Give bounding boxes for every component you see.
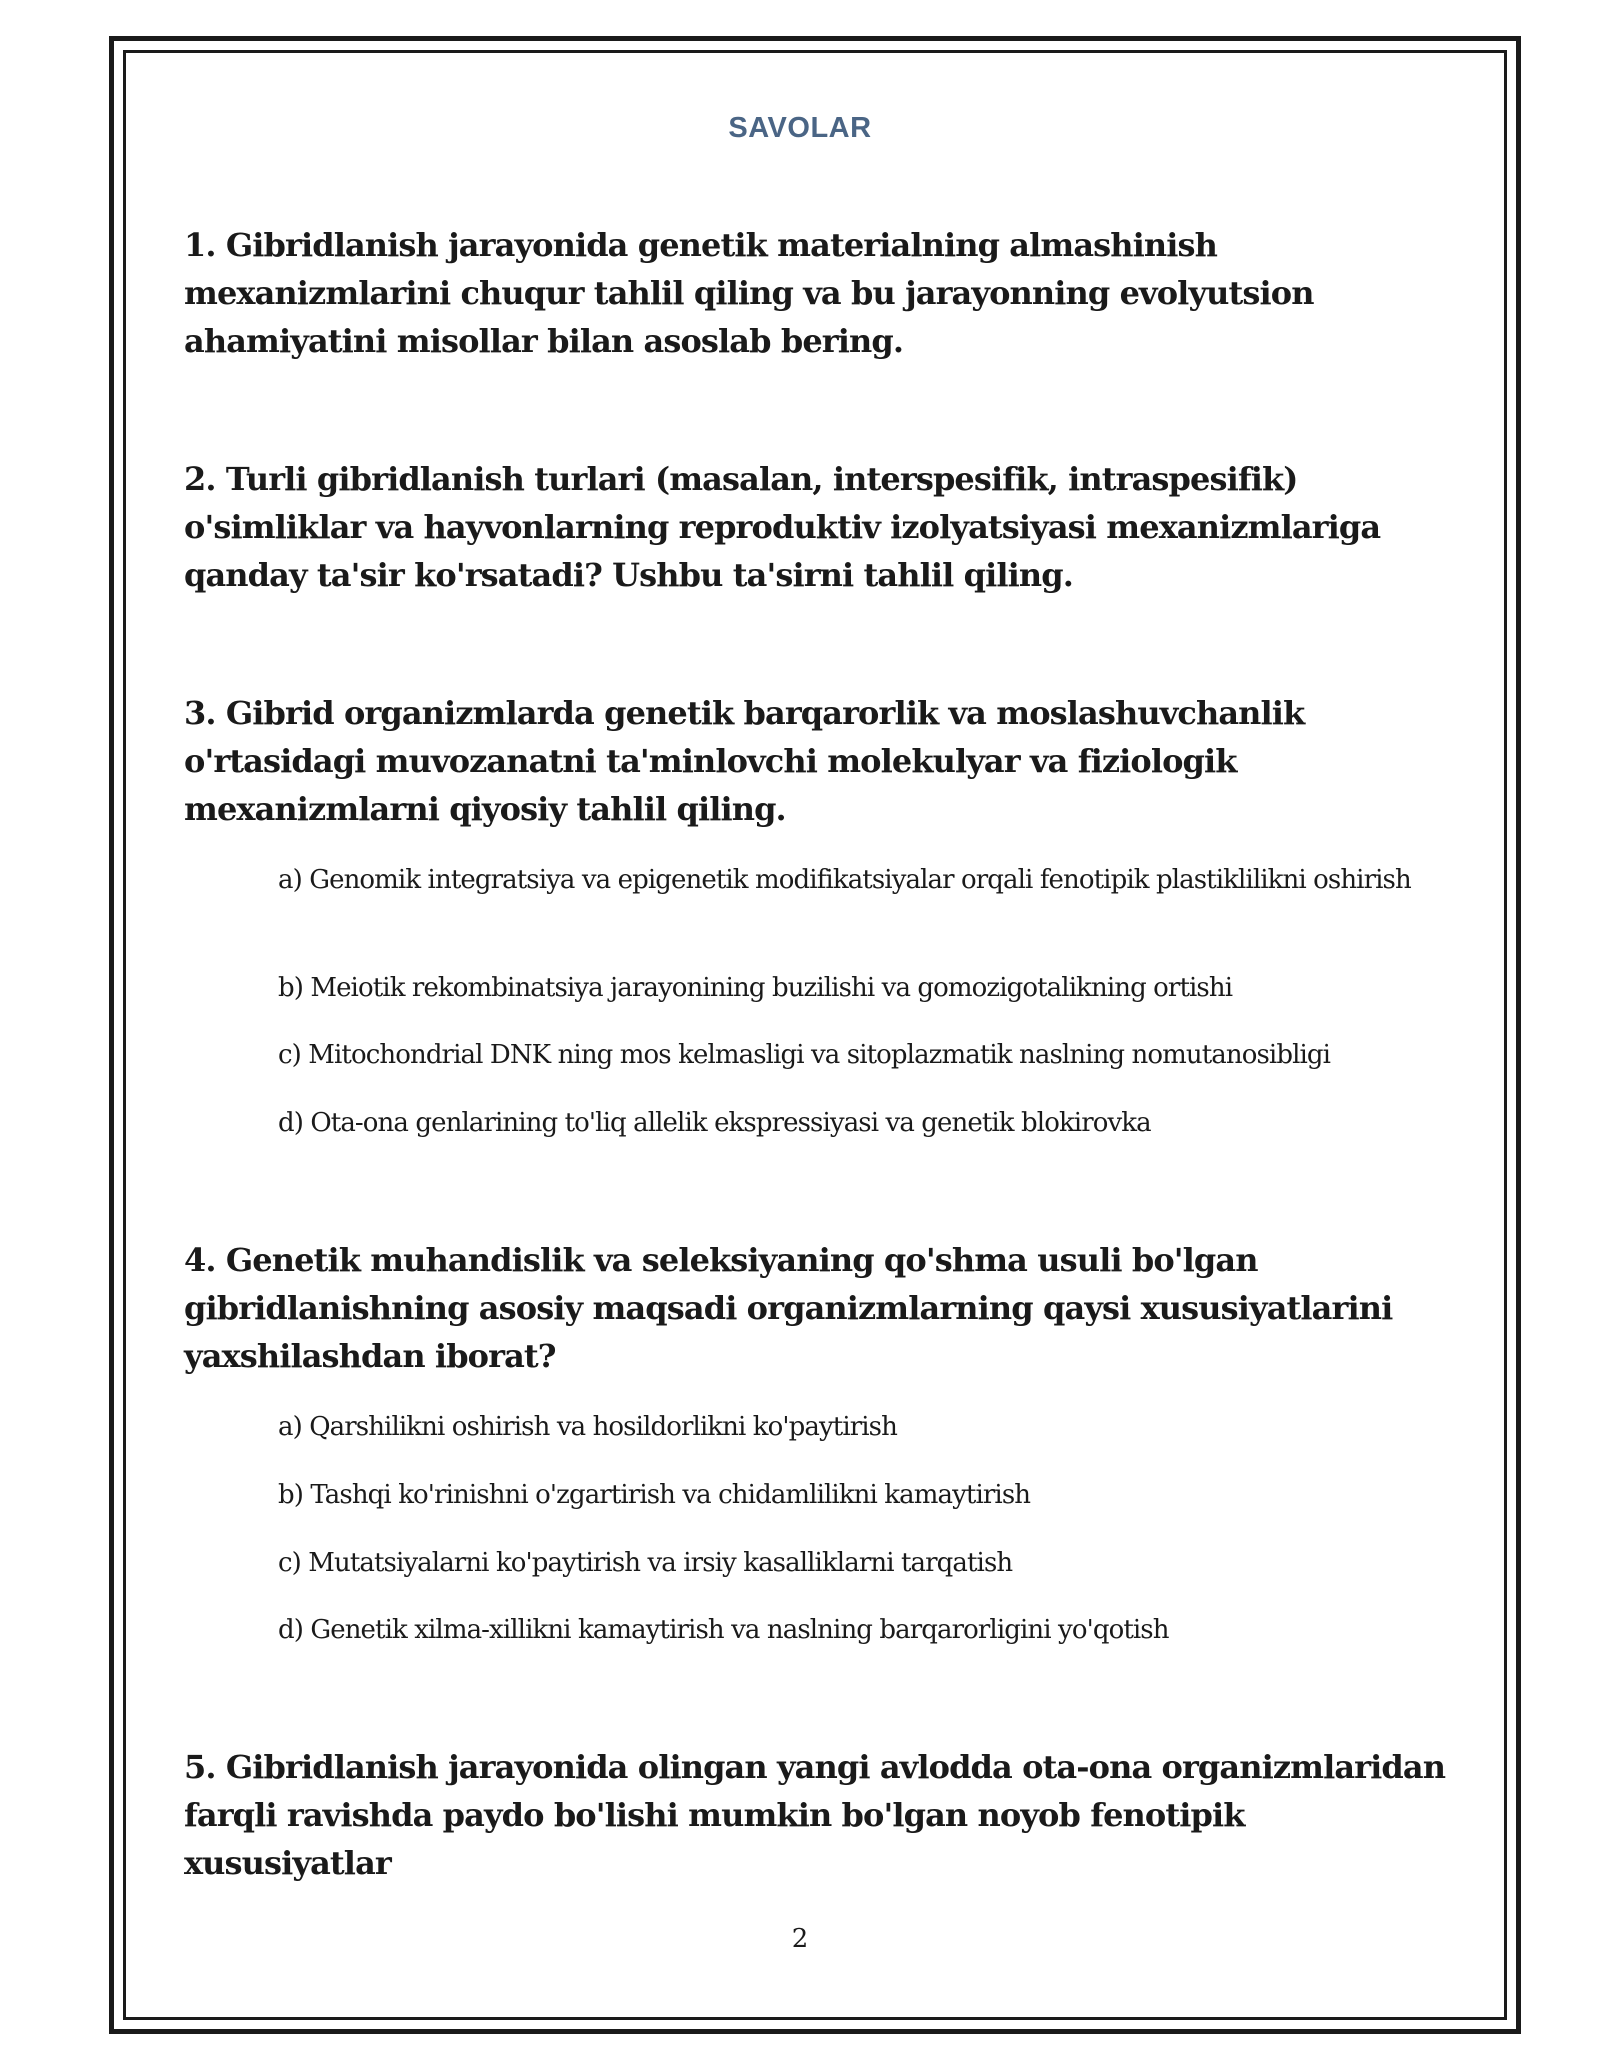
question-3-option-a: a) Genomik integratsiya va epigenetik modifikatsiyalar orqali fenotipik plastiklilikni oshirish <box>278 865 1411 895</box>
question-1: 1. Gibridlanish jarayonida genetik materialning almashinish mexanizmlarini chuqur tahlil qiling va bu jarayonning evolyutsion ahamiyatini misollar bilan asoslab bering. <box>184 226 1314 360</box>
question-5: 5. Gibridlanish jarayonida olingan yangi avlodda ota-ona organizmlaridan farqli ravishda paydo bo'lishi mumkin bo'lgan noyob fenotipik xususiyatlar <box>184 1748 1446 1882</box>
question-2: 2. Turli gibridlanish turlari (masalan, interspesifik, intraspesifik) o'simliklar va hayvonlarning reproduktiv izolyatsiyasi mexanizmlariga qanday ta'sir ko'rsatadi? Ushbu ta'sirni tahlil qiling. <box>184 460 1381 594</box>
question-4-option-b: b) Tashqi ko'rinishni o'zgartirish va chidamlilikni kamaytirish <box>278 1480 1031 1510</box>
question-3-option-c: c) Mitochondrial DNK ning mos kelmasligi va sitoplazmatik naslning nomutanosibligi <box>278 1040 1331 1070</box>
question-4: 4. Genetik muhandislik va seleksiyaning qo'shma usuli bo'lgan gibridlanishning asosiy maqsadi organizmlarning qaysi xususiyatlarini yaxshilashdan iborat? <box>184 1241 1393 1375</box>
question-4-option-d: d) Genetik xilma-xillikni kamaytirish va naslning barqarorligini yo'qotish <box>278 1615 1169 1645</box>
question-4-option-a: a) Qarshilikni oshirish va hosildorlikni ko'paytirish <box>278 1412 897 1442</box>
page-number: 2 <box>791 1924 809 1954</box>
question-3: 3. Gibrid organizmlarda genetik barqarorlik va moslashuvchanlik o'rtasidagi muvozanatni ta'minlovchi molekulyar va fiziologik mexanizmlarni qiyosiy tahlil qiling. <box>184 694 1305 828</box>
question-4-option-c: c) Mutatsiyalarni ko'paytirish va irsiy kasalliklarni tarqatish <box>278 1548 1013 1578</box>
question-3-option-b: b) Meiotik rekombinatsiya jarayonining buzilishi va gomozigotalikning ortishi <box>278 973 1233 1003</box>
page-heading: SAVOLAR <box>728 112 872 144</box>
question-3-option-d: d) Ota-ona genlarining to'liq allelik ekspressiyasi va genetik blokirovka <box>278 1108 1151 1138</box>
